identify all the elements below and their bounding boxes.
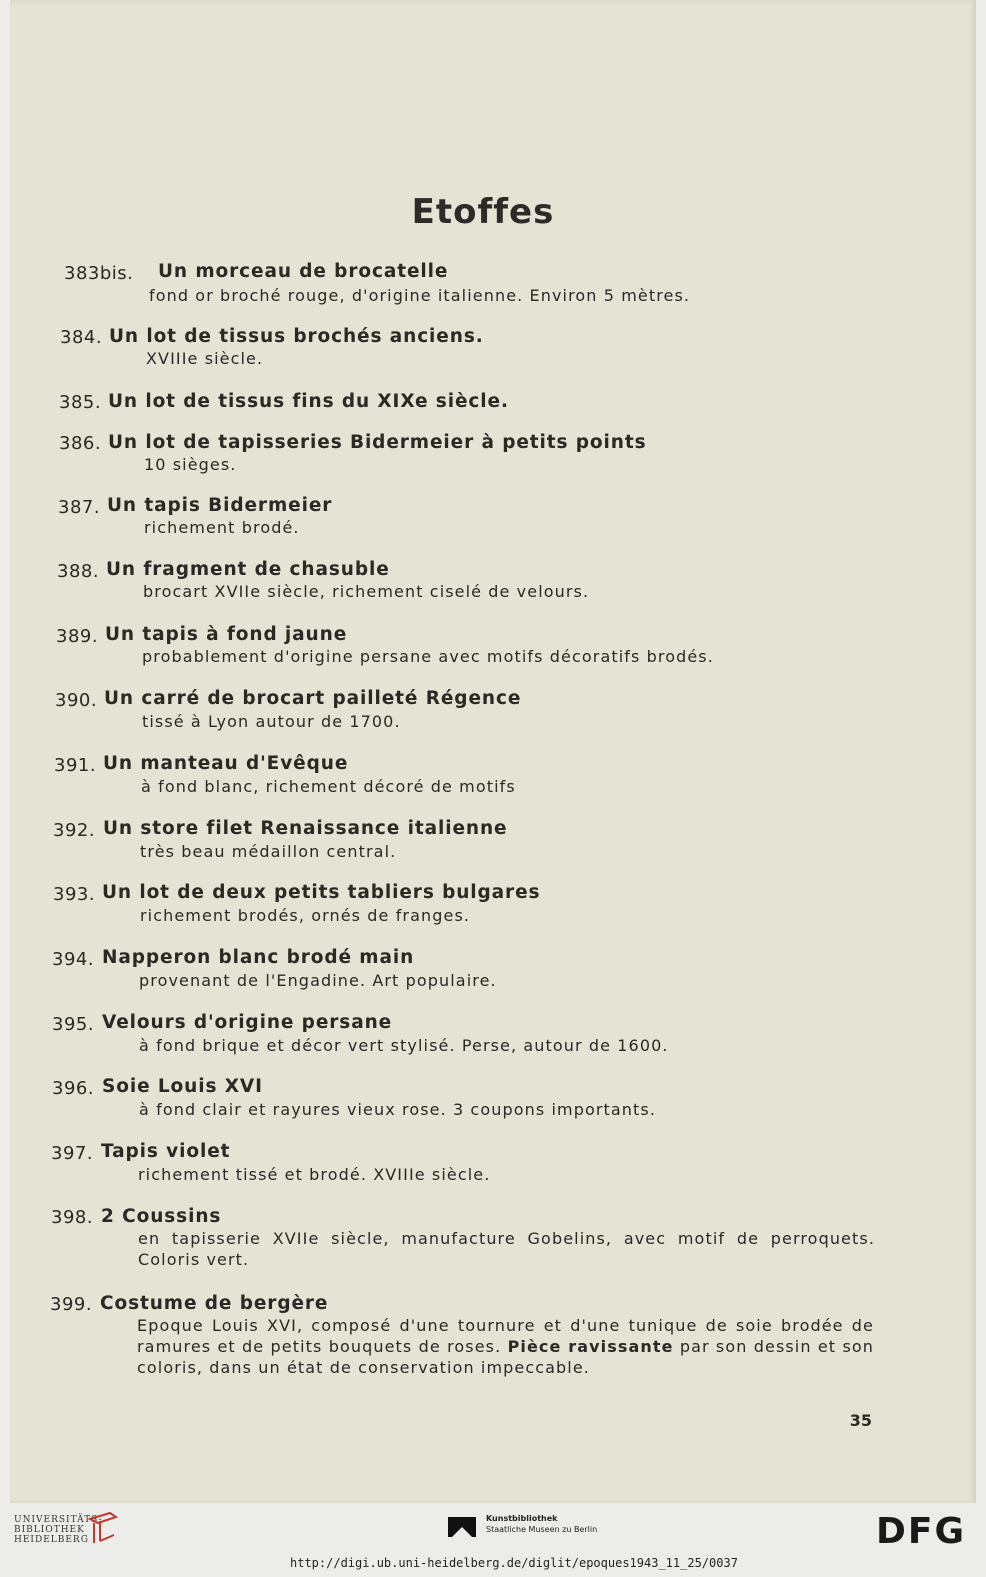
entry-number: 399. [50,1294,93,1315]
entry-number: 384. [60,327,103,348]
entry-description: provenant de l'Engadine. Art populaire. [139,971,497,990]
entry-description: XVIIIe siècle. [146,349,264,368]
ub-heidelberg-logo-icon[interactable] [86,1509,120,1547]
entry-number: 390. [55,690,98,711]
entry-description: brocart XVIIe siècle, richement ciselé de velours. [143,582,590,601]
entry-description: richement brodé. [144,518,300,537]
entry-number: 387. [58,497,101,518]
entry-heading: Tapis violet [101,1141,231,1162]
entry-heading: Un lot de deux petits tabliers bulgares [102,882,541,903]
entry-heading: Napperon blanc brodé main [102,947,415,968]
entry-description [137,1315,874,1378]
entry-number: 397. [51,1143,94,1164]
entry-heading: Un lot de tissus fins du XIXe siècle. [108,391,509,412]
entry-number: 388. [57,561,100,582]
ub-line: BIBLIOTHEK [14,1525,85,1535]
entry-heading: Costume de bergère [100,1293,329,1314]
entry-number: 394. [52,949,95,970]
entry-description: à fond brique et décor vert stylisé. Perse, autour de 1600. [139,1036,669,1055]
page-number: 35 [849,1411,872,1430]
entry-number: 398. [51,1207,94,1228]
entry-number: 396. [52,1078,95,1099]
entry-description: fond or broché rouge, d'origine italienne. Environ 5 mètres. [149,286,691,305]
entry-heading: Un carré de brocart pailleté Régence [104,688,522,709]
entry-number: 385. [59,392,102,413]
entry-description: à fond blanc, richement décoré de motifs [141,777,516,796]
footer-bar [0,1503,986,1577]
ub-line: UNIVERSITÄTS- [14,1515,103,1525]
entry-number: 383bis. [64,263,134,284]
entry-description: tissé à Lyon autour de 1700. [142,712,401,731]
entry-heading: Un lot de tapisseries Bidermeier à petits points [108,432,647,453]
description-text: Epoque Louis XVI, composé d'une tournure et d'une tunique de soie brodée de ramures et de petits bouquets de roses. [137,1316,874,1356]
description-emphasis: Pièce ravissante [507,1337,674,1356]
entry-heading: Un manteau d'Evêque [103,753,349,774]
page-title: Etoffes [411,192,555,232]
entry-description: en tapisserie XVIIe siècle, manufacture Gobelins, avec motif de perroquets. Coloris vert. [138,1229,875,1269]
entry-description: probablement d'origine persane avec motifs décoratifs brodés. [142,647,714,666]
entry-heading: Un morceau de brocatelle [158,261,449,282]
kunstbibliothek-subtitle: Staatliche Museen zu Berlin [486,1525,598,1534]
entry-heading: Soie Louis XVI [102,1076,263,1097]
entry-number: 391. [54,755,97,776]
ub-line: HEIDELBERG [14,1535,89,1545]
entry-heading: 2 Coussins [101,1206,222,1227]
entry-heading: Un store filet Renaissance italienne [103,818,508,839]
entry-description: très beau médaillon central. [140,842,397,861]
entry-number: 395. [52,1014,95,1035]
description-text: par son dessin et son coloris, dans un état de conservation impeccable. [137,1337,875,1377]
entry-number: 393. [53,884,96,905]
entry-heading: Velours d'origine persane [102,1012,393,1033]
kunstbibliothek-logo-icon[interactable] [448,1515,478,1543]
document-page [10,0,976,1503]
entry-description: richement brodés, ornés de franges. [140,906,471,925]
entry-number: 389. [56,626,99,647]
entry-number: 392. [53,820,96,841]
entry-description: 10 sièges. [144,455,237,474]
kunstbibliothek-name: Kunstbibliothek [486,1514,558,1523]
entry-heading: Un lot de tissus brochés anciens. [109,326,484,347]
entry-heading: Un tapis à fond jaune [105,624,348,645]
entry-description: richement tissé et brodé. XVIIIe siècle. [138,1165,491,1184]
dfg-logo[interactable]: DFG [875,1511,966,1552]
entry-heading: Un fragment de chasuble [106,559,390,580]
entry-heading: Un tapis Bidermeier [107,495,333,516]
entry-number: 386. [59,433,102,454]
entry-description: à fond clair et rayures vieux rose. 3 coupons importants. [139,1100,657,1119]
source-url-link[interactable]: http://digi.ub.uni-heidelberg.de/diglit/epoques1943_11_25/0037 [290,1556,738,1570]
